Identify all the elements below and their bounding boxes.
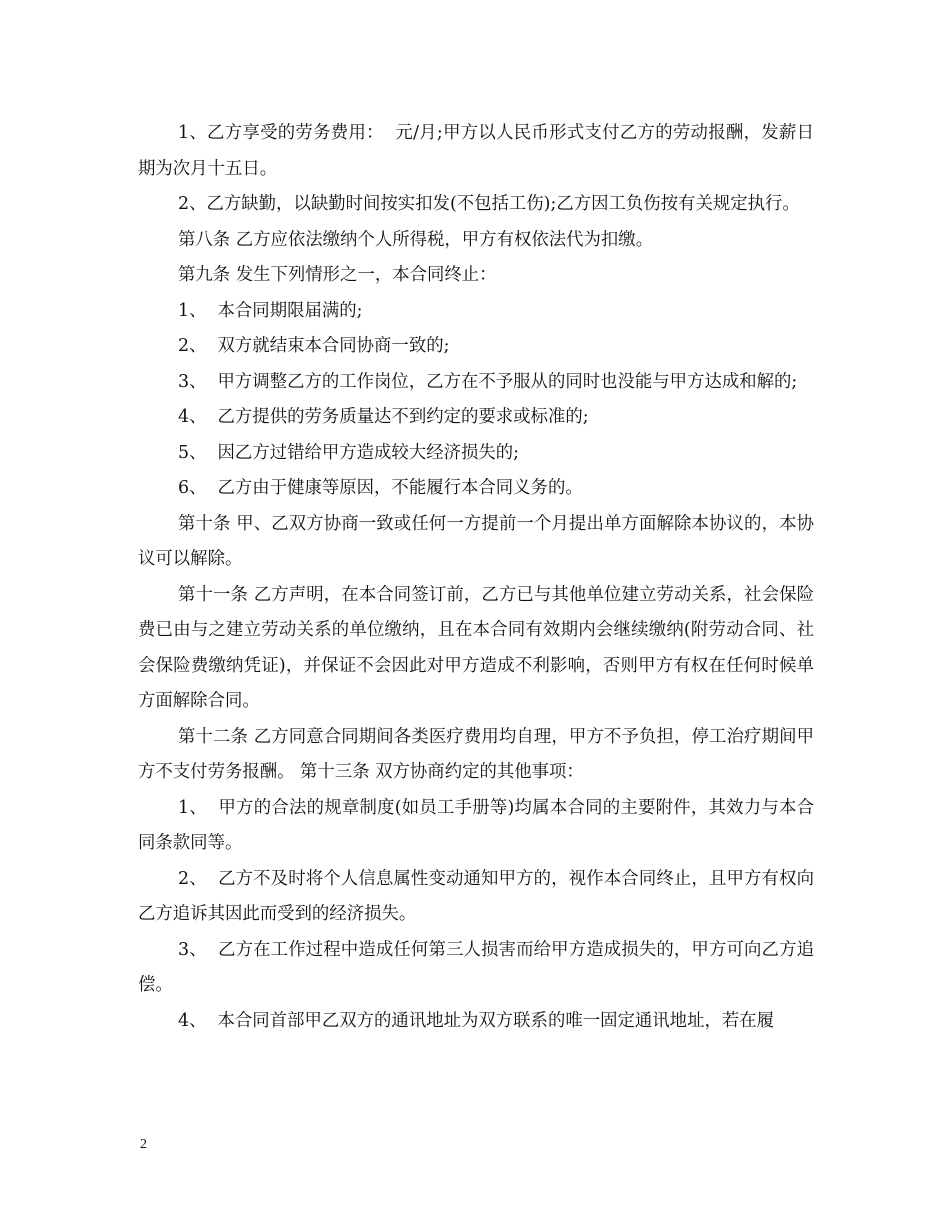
- list-item-other-4: 4、 本合同首部甲乙双方的通讯地址为双方联系的唯一固定通讯地址，若在履: [178, 1010, 775, 1031]
- paragraph-article-11: 第十一条 乙方声明，在本合同签订前，乙方已与其他单位建立劳动关系，社会保险费已由与之建立劳动关系的单位缴纳，且在本合同有效期内会继续缴纳(附劳动合同、社会保险费缴纳凭证)，并保证不会因此对甲方造成不利影响，否则甲方有权在任何时候单方面解除合同。: [138, 584, 814, 711]
- paragraph-fee-clause: 1、乙方享受的劳务费用： 元/月;甲方以人民币形式支付乙方的劳动报酬，发薪日期为次月十五日。: [138, 123, 814, 179]
- list-item-termination-6: 6、 乙方由于健康等原因，不能履行本合同义务的。: [178, 478, 583, 498]
- list-item-termination-3: 3、 甲方调整乙方的工作岗位，乙方在不予服从的同时也没能与甲方达成和解的;: [178, 371, 798, 392]
- page-number: 2: [140, 1137, 147, 1152]
- list-item-termination-2: 2、 双方就结束本合同协商一致的;: [178, 336, 450, 356]
- paragraph-article-10: 第十条 甲、乙双方协商一致或任何一方提前一个月提出单方面解除本协议的，本协议可以解除。: [138, 513, 814, 569]
- contract-body: [138, 116, 814, 1039]
- list-item-termination-5: 5、 因乙方过错给甲方造成较大经济损失的;: [178, 442, 520, 463]
- paragraph-article-9: 第九条 发生下列情形之一，本合同终止：: [178, 265, 497, 285]
- paragraph-article-8: 第八条 乙方应依法缴纳个人所得税，甲方有权依法代为扣缴。: [178, 229, 654, 250]
- list-item-other-3: 3、 乙方在工作过程中造成任何第三人损害而给甲方造成损失的，甲方可向乙方追偿。: [138, 939, 814, 995]
- paragraph-absence-clause: 2、乙方缺勤，以缺勤时间按实扣发(不包括工伤);乙方因工负伤按有关规定执行。: [178, 194, 800, 214]
- list-item-other-1: 1、 甲方的合法的规章制度(如员工手册等)均属本合同的主要附件，其效力与本合同条款同等。: [138, 797, 814, 853]
- list-item-other-2: 2、 乙方不及时将个人信息属性变动通知甲方的，视作本合同终止，且甲方有权向乙方追诉其因此而受到的经济损失。: [138, 868, 814, 924]
- paragraph-article-12-13: 第十二条 乙方同意合同期间各类医疗费用均自理，甲方不予负担，停工治疗期间甲方不支付劳务报酬。 第十三条 双方协商约定的其他事项：: [138, 726, 814, 782]
- list-item-termination-4: 4、 乙方提供的劳务质量达不到约定的要求或标准的;: [178, 407, 589, 427]
- list-item-termination-1: 1、 本合同期限届满的;: [178, 300, 363, 321]
